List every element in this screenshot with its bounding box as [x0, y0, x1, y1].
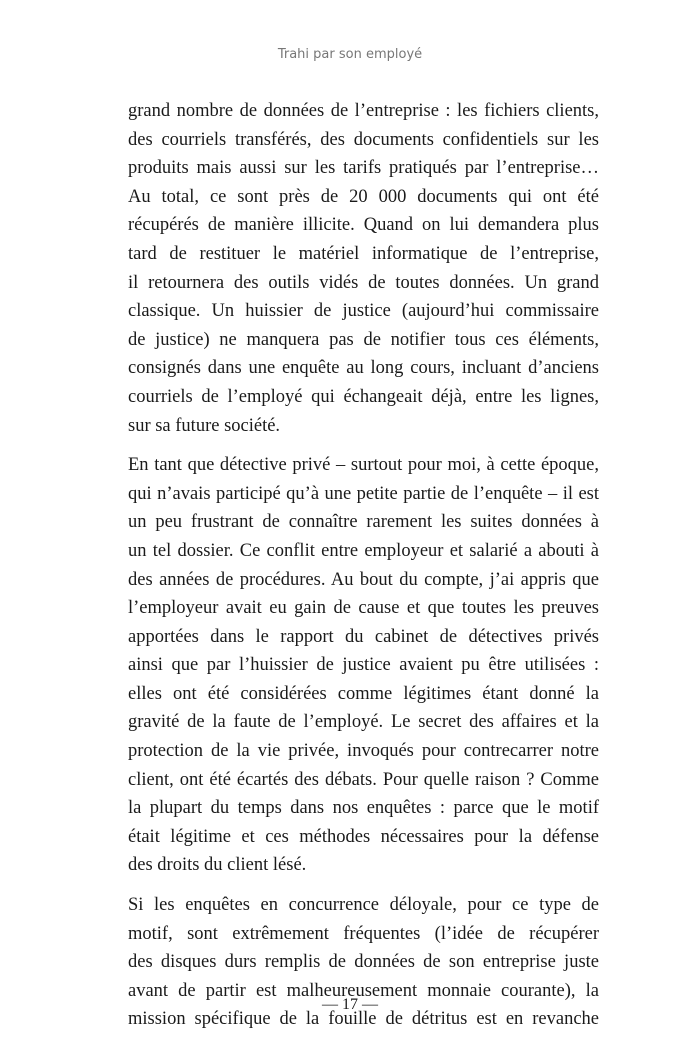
text-line: était légitime et ces méthodes nécessaires pour la défense: [128, 826, 599, 847]
text-line: des disques durs remplis de données de son entreprise juste: [128, 952, 599, 973]
body-text: [128, 97, 599, 1045]
text-line: récupérés de manière illicite. Quand on lui demandera plus: [128, 215, 599, 236]
text-line: motif, sont extrêmement fréquentes (l’idée de récupérer: [128, 923, 599, 944]
text-line: courriels de l’employé qui échangeait déjà, entre les lignes,: [128, 386, 599, 407]
text-line: consignés dans une enquête au long cours, incluant d’anciens: [128, 358, 599, 379]
text-line: un tel dossier. Ce conflit entre employeur et salarié a abouti à: [128, 540, 599, 561]
text-line: il retournera des outils vidés de toutes données. Un grand: [128, 272, 599, 293]
text-line: Au total, ce sont près de 20 000 documents qui ont été: [128, 186, 599, 207]
text-line: Si les enquêtes en concurrence déloyale, pour ce type de: [128, 895, 599, 916]
text-line: client, ont été écartés des débats. Pour quelle raison ? Comme: [128, 769, 599, 790]
text-line: des courriels transférés, des documents confidentiels sur les: [128, 129, 599, 150]
text-line: protection de la vie privée, invoqués pour contrecarrer notre: [128, 741, 599, 762]
text-line: des années de procédures. Au bout du compte, j’ai appris que: [128, 569, 599, 590]
page-number: — 17 —: [322, 996, 378, 1013]
text-line: l’employeur avait eu gain de cause et que toutes les preuves: [128, 598, 599, 619]
text-line: sur sa future société.: [128, 415, 281, 436]
text-line: qui n’avais participé qu’à une petite partie de l’enquête – il est: [128, 483, 599, 504]
text-line: mission spécifique de la fouille de détritus est en revanche: [128, 1009, 599, 1030]
text-line: En tant que détective privé – surtout pour moi, à cette époque,: [128, 455, 599, 476]
text-line: tard de restituer le matériel informatique de l’entreprise,: [128, 243, 599, 264]
paragraph: [128, 451, 599, 880]
text-line: produits mais aussi sur les tarifs pratiqués par l’entreprise…: [128, 158, 599, 179]
text-line: gravité de la faute de l’employé. Le secret des affaires et la: [128, 712, 599, 733]
text-line: elles ont été considérées comme légitimes étant donné la: [128, 683, 599, 704]
paragraph: [128, 97, 599, 440]
text-line: la plupart du temps dans nos enquêtes : parce que le motif: [128, 798, 599, 819]
text-line: des droits du client lésé.: [128, 855, 307, 876]
text-line: un peu frustrant de connaître rarement les suites données à: [128, 512, 599, 533]
text-line: grand nombre de données de l’entreprise : les fichiers clients,: [128, 101, 599, 121]
text-line: apportées dans le rapport du cabinet de détectives privés: [128, 626, 599, 647]
running-header: Trahi par son employé: [277, 47, 423, 62]
text-line: ainsi que par l’huissier de justice avaient pu être utilisées :: [128, 655, 599, 676]
text-line: de justice) ne manquera pas de notifier tous ces éléments,: [128, 329, 599, 350]
text-line: classique. Un huissier de justice (aujourd’hui commissaire: [128, 301, 599, 322]
text-line: avant de partir est malheureusement monnaie courante), la: [128, 980, 599, 1001]
